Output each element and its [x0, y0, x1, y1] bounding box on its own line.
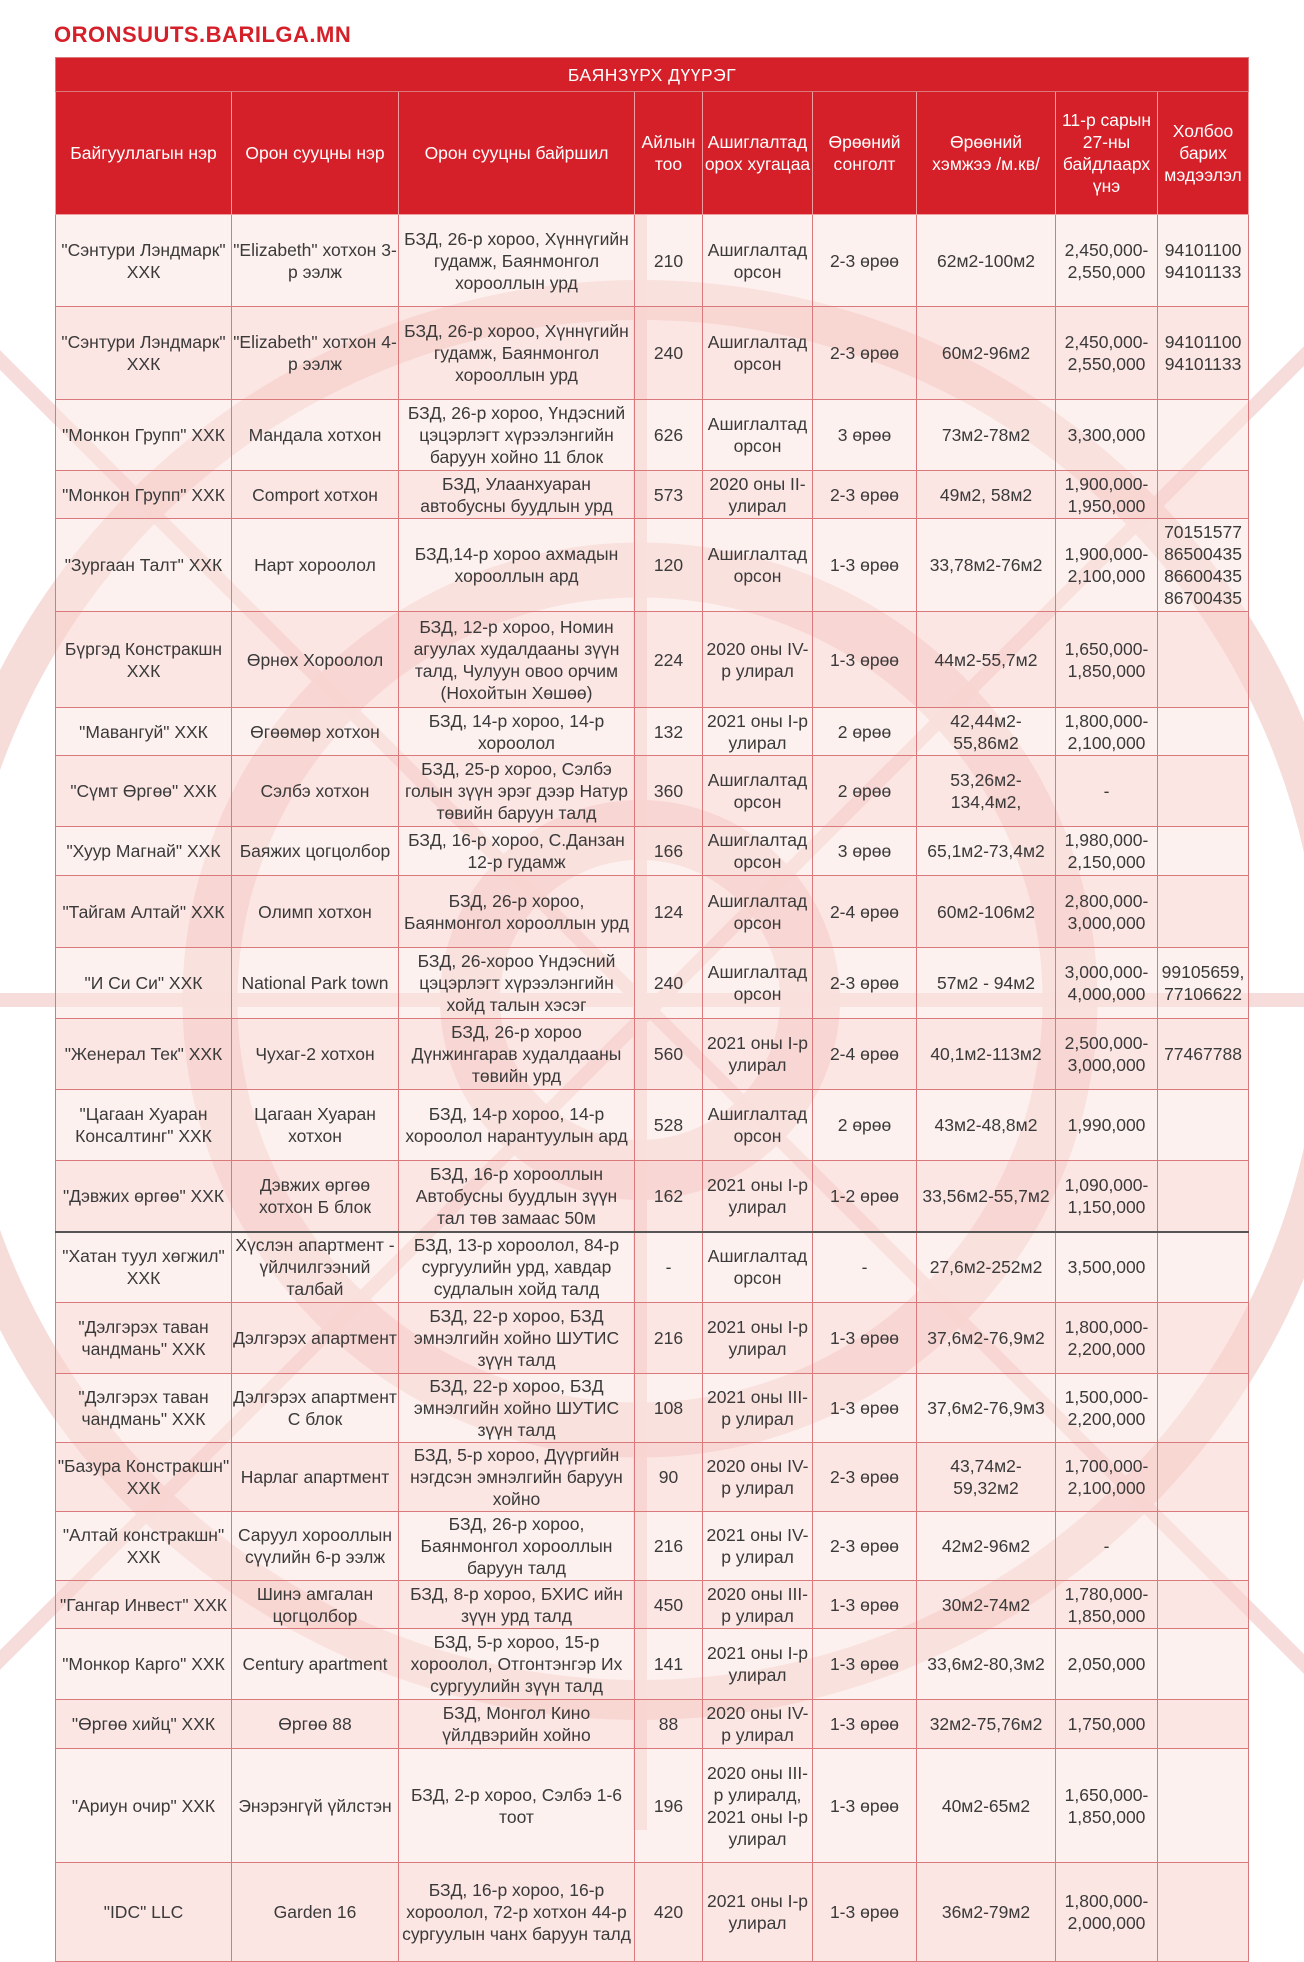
- col-size: Өрөөний хэмжээ /м.кв/: [917, 92, 1056, 215]
- cell-size: 60м2-106м2: [917, 876, 1056, 948]
- cell-name: Дэлгэрэх апартмент: [232, 1303, 399, 1374]
- cell-company: "Базура Констракшн" ХХК: [56, 1443, 232, 1512]
- cell-completion: 2021 оны I-р улирал: [703, 1303, 813, 1374]
- table-row: [56, 1090, 1249, 1161]
- cell-completion: 2020 оны II-улирал: [703, 471, 813, 519]
- cell-name: Баяжих цогцолбор: [232, 827, 399, 876]
- cell-completion: 2020 оны III-р улирал: [703, 1581, 813, 1629]
- cell-units: -: [635, 1232, 703, 1303]
- cell-contact: [1158, 1232, 1249, 1303]
- cell-name: Сэлбэ хотхон: [232, 756, 399, 827]
- cell-name: Нарлаг апартмент: [232, 1443, 399, 1512]
- cell-units: 240: [635, 948, 703, 1019]
- cell-location: БЗД, 5-р хороо, 15-р хороолол, Отгонтэнгэр Их сургуулийн зүүн талд: [399, 1629, 635, 1700]
- cell-size: 62м2-100м2: [917, 215, 1056, 307]
- cell-contact: 94101100 94101133: [1158, 307, 1249, 400]
- cell-units: 90: [635, 1443, 703, 1512]
- cell-rooms: 2 өрөө: [813, 756, 917, 827]
- district-title: БАЯНЗҮРХ ДҮҮРЭГ: [56, 58, 1249, 92]
- table-row: [56, 1581, 1249, 1629]
- cell-units: 120: [635, 519, 703, 612]
- cell-company: "Сүмт Өргөө" ХХК: [56, 756, 232, 827]
- cell-location: БЗД, 26-р хороо, Хүннүгийн гудамж, Баянмонгол хорооллын урд: [399, 215, 635, 307]
- cell-location: БЗД, 26-р хороо, Баянмонгол хорооллын урд: [399, 876, 635, 948]
- cell-company: "Монкон Групп" ХХК: [56, 400, 232, 471]
- cell-company: "Мавангуй" ХХК: [56, 708, 232, 756]
- cell-units: 196: [635, 1749, 703, 1863]
- cell-contact: [1158, 1303, 1249, 1374]
- cell-size: 36м2-79м2: [917, 1863, 1056, 1962]
- col-completion: Ашиглалтад орох хугацаа: [703, 92, 813, 215]
- cell-contact: [1158, 1090, 1249, 1161]
- cell-size: 53,26м2-134,4м2,: [917, 756, 1056, 827]
- cell-contact: [1158, 400, 1249, 471]
- cell-units: 166: [635, 827, 703, 876]
- cell-size: 37,6м2-76,9м2: [917, 1303, 1056, 1374]
- cell-location: БЗД, 5-р хороо, Дүүргийн нэгдсэн эмнэлгийн баруун хойно: [399, 1443, 635, 1512]
- cell-name: Саруул хорооллын сүүлийн 6-р ээлж: [232, 1512, 399, 1581]
- cell-location: БЗД, Улаанхуаран автобусны буудлын урд: [399, 471, 635, 519]
- cell-completion: 2021 оны IV-р улирал: [703, 1512, 813, 1581]
- cell-completion: 2020 оны III-р улиралд, 2021 оны I-р улирал: [703, 1749, 813, 1863]
- cell-company: "Женерал Тек" ХХК: [56, 1019, 232, 1090]
- cell-size: 33,78м2-76м2: [917, 519, 1056, 612]
- cell-contact: [1158, 756, 1249, 827]
- cell-company: "Өргөө хийц" ХХК: [56, 1700, 232, 1749]
- table-row: [56, 948, 1249, 1019]
- cell-rooms: 1-3 өрөө: [813, 519, 917, 612]
- cell-price: 1,750,000: [1056, 1700, 1158, 1749]
- cell-completion: Ашиглалтад орсон: [703, 307, 813, 400]
- cell-price: 1,800,000-2,100,000: [1056, 708, 1158, 756]
- cell-units: 141: [635, 1629, 703, 1700]
- cell-company: "Сэнтури Лэндмарк" ХХК: [56, 215, 232, 307]
- table-row: [56, 1303, 1249, 1374]
- cell-completion: Ашиглалтад орсон: [703, 400, 813, 471]
- cell-company: "Дэвжих өргөө" ХХК: [56, 1161, 232, 1232]
- cell-company: "Алтай констракшн" ХХК: [56, 1512, 232, 1581]
- cell-location: БЗД, 13-р хороолол, 84-р сургуулийн урд, хавдар судлалын хойд талд: [399, 1232, 635, 1303]
- cell-name: Century apartment: [232, 1629, 399, 1700]
- cell-size: 73м2-78м2: [917, 400, 1056, 471]
- table-row: [56, 215, 1249, 307]
- cell-location: БЗД, 26-р хороо, Хүннүгийн гудамж, Баянмонгол хорооллын урд: [399, 307, 635, 400]
- cell-price: 2,450,000-2,550,000: [1056, 215, 1158, 307]
- cell-price: 2,450,000-2,550,000: [1056, 307, 1158, 400]
- cell-size: 42м2-96м2: [917, 1512, 1056, 1581]
- table-row: [56, 1700, 1249, 1749]
- cell-location: БЗД, Монгол Кино үйлдвэрийн хойно: [399, 1700, 635, 1749]
- cell-company: "Хатан туул хөгжил" ХХК: [56, 1232, 232, 1303]
- cell-location: БЗД, 16-р хорооллын Автобусны буудлын зүүн тал төв замаас 50м: [399, 1161, 635, 1232]
- table-row: [56, 827, 1249, 876]
- cell-completion: 2020 оны IV-р улирал: [703, 1700, 813, 1749]
- cell-company: "IDC" LLC: [56, 1863, 232, 1962]
- cell-size: 57м2 - 94м2: [917, 948, 1056, 1019]
- cell-company: Бүргэд Констракшн ХХК: [56, 612, 232, 708]
- table-row: [56, 1374, 1249, 1443]
- district-header-row: [56, 58, 1249, 92]
- cell-rooms: -: [813, 1232, 917, 1303]
- cell-price: 1,500,000-2,200,000: [1056, 1374, 1158, 1443]
- cell-size: 37,6м2-76,9м3: [917, 1374, 1056, 1443]
- cell-name: Чухаг-2 хотхон: [232, 1019, 399, 1090]
- cell-name: Өргөө 88: [232, 1700, 399, 1749]
- cell-rooms: 1-3 өрөө: [813, 612, 917, 708]
- cell-name: Шинэ амгалан цогцолбор: [232, 1581, 399, 1629]
- cell-size: 44м2-55,7м2: [917, 612, 1056, 708]
- cell-completion: 2021 оны I-р улирал: [703, 1629, 813, 1700]
- cell-price: 1,650,000-1,850,000: [1056, 612, 1158, 708]
- cell-contact: [1158, 1749, 1249, 1863]
- col-name: Орон сууцны нэр: [232, 92, 399, 215]
- cell-contact: [1158, 612, 1249, 708]
- cell-price: 1,800,000-2,200,000: [1056, 1303, 1158, 1374]
- cell-location: БЗД, 14-р хороо, 14-р хороолол: [399, 708, 635, 756]
- cell-name: Мандала хотхон: [232, 400, 399, 471]
- cell-price: 1,980,000-2,150,000: [1056, 827, 1158, 876]
- cell-price: 1,700,000-2,100,000: [1056, 1443, 1158, 1512]
- cell-name: Нарт хороолол: [232, 519, 399, 612]
- cell-completion: 2021 оны I-р улирал: [703, 1161, 813, 1232]
- cell-price: 1,780,000-1,850,000: [1056, 1581, 1158, 1629]
- cell-company: "Ариун очир" ХХК: [56, 1749, 232, 1863]
- table-row: [56, 756, 1249, 827]
- cell-rooms: 2-3 өрөө: [813, 948, 917, 1019]
- cell-units: 626: [635, 400, 703, 471]
- cell-location: БЗД, 22-р хороо, БЗД эмнэлгийн хойно ШУТИС зүүн талд: [399, 1374, 635, 1443]
- cell-location: БЗД, 26-р хороо, Баянмонгол хорооллын баруун талд: [399, 1512, 635, 1581]
- table-row: [56, 1749, 1249, 1863]
- cell-contact: 99105659, 77106622: [1158, 948, 1249, 1019]
- cell-units: 240: [635, 307, 703, 400]
- cell-completion: Ашиглалтад орсон: [703, 876, 813, 948]
- cell-completion: Ашиглалтад орсон: [703, 756, 813, 827]
- cell-name: Өрнөх Хороолол: [232, 612, 399, 708]
- cell-size: 27,6м2-252м2: [917, 1232, 1056, 1303]
- cell-company: "И Си Си" ХХК: [56, 948, 232, 1019]
- cell-company: "Зургаан Талт" ХХК: [56, 519, 232, 612]
- cell-name: Өгөөмөр хотхон: [232, 708, 399, 756]
- table-row: [56, 1443, 1249, 1512]
- cell-rooms: 1-3 өрөө: [813, 1863, 917, 1962]
- cell-name: Comport хотхон: [232, 471, 399, 519]
- cell-completion: Ашиглалтад орсон: [703, 948, 813, 1019]
- col-rooms: Өрөөний сонголт: [813, 92, 917, 215]
- cell-name: Хүслэн апартмент - үйлчилгээний талбай: [232, 1232, 399, 1303]
- cell-location: БЗД, 2-р хороо, Сэлбэ 1-6 тоот: [399, 1749, 635, 1863]
- cell-price: 1,900,000-1,950,000: [1056, 471, 1158, 519]
- cell-completion: 2020 оны IV-р улирал: [703, 1443, 813, 1512]
- cell-name: Garden 16: [232, 1863, 399, 1962]
- cell-units: 560: [635, 1019, 703, 1090]
- table-body: [56, 215, 1249, 1962]
- cell-name: "Elizabeth" хотхон 4-р ээлж: [232, 307, 399, 400]
- cell-company: "Дэлгэрэх таван чандмань" ХХК: [56, 1374, 232, 1443]
- cell-size: 65,1м2-73,4м2: [917, 827, 1056, 876]
- cell-location: БЗД, 26-р хороо Дүнжингарав худалдааны төвийн урд: [399, 1019, 635, 1090]
- cell-location: БЗД, 16-р хороо, С.Данзан 12-р гудамж: [399, 827, 635, 876]
- cell-company: "Монкон Групп" ХХК: [56, 471, 232, 519]
- cell-rooms: 2-3 өрөө: [813, 1443, 917, 1512]
- table-row: [56, 1863, 1249, 1962]
- cell-units: 124: [635, 876, 703, 948]
- column-header-row: [56, 92, 1249, 215]
- table-row: [56, 1161, 1249, 1232]
- cell-units: 360: [635, 756, 703, 827]
- cell-completion: 2021 оны I-р улирал: [703, 1019, 813, 1090]
- cell-rooms: 2-4 өрөө: [813, 876, 917, 948]
- cell-location: БЗД, 14-р хороо, 14-р хороолол нарантуулын ард: [399, 1090, 635, 1161]
- cell-rooms: 2 өрөө: [813, 708, 917, 756]
- col-units: Айлын тоо: [635, 92, 703, 215]
- cell-completion: Ашиглалтад орсон: [703, 519, 813, 612]
- cell-location: БЗД, 12-р хороо, Номин агуулах худалдааны зүүн талд, Чулуун овоо орчим (Нохойтын Хөшөө): [399, 612, 635, 708]
- table-row: [56, 1232, 1249, 1303]
- cell-location: БЗД, 26-хороо Үндэсний цэцэрлэгт хүрээлэнгийн хойд талын хэсэг: [399, 948, 635, 1019]
- site-title[interactable]: ORONSUUTS.BARILGA.MN: [54, 22, 352, 47]
- cell-completion: 2021 оны I-р улирал: [703, 1863, 813, 1962]
- cell-size: 32м2-75,76м2: [917, 1700, 1056, 1749]
- cell-price: 3,500,000: [1056, 1232, 1158, 1303]
- cell-name: Цагаан Хуаран хотхон: [232, 1090, 399, 1161]
- cell-size: 30м2-74м2: [917, 1581, 1056, 1629]
- cell-units: 420: [635, 1863, 703, 1962]
- cell-contact: [1158, 1443, 1249, 1512]
- cell-price: 2,050,000: [1056, 1629, 1158, 1700]
- cell-units: 450: [635, 1581, 703, 1629]
- cell-units: 573: [635, 471, 703, 519]
- cell-completion: Ашиглалтад орсон: [703, 1090, 813, 1161]
- cell-size: 40,1м2-113м2: [917, 1019, 1056, 1090]
- cell-completion: Ашиглалтад орсон: [703, 827, 813, 876]
- cell-company: "Сэнтури Лэндмарк" ХХК: [56, 307, 232, 400]
- table-row: [56, 612, 1249, 708]
- cell-rooms: 2-4 өрөө: [813, 1019, 917, 1090]
- table-row: [56, 708, 1249, 756]
- cell-size: 33,6м2-80,3м2: [917, 1629, 1056, 1700]
- cell-size: 49м2, 58м2: [917, 471, 1056, 519]
- cell-completion: Ашиглалтад орсон: [703, 1232, 813, 1303]
- cell-contact: [1158, 1512, 1249, 1581]
- cell-contact: [1158, 471, 1249, 519]
- cell-contact: 77467788: [1158, 1019, 1249, 1090]
- cell-price: 1,800,000-2,000,000: [1056, 1863, 1158, 1962]
- cell-name: "Elizabeth" хотхон 3-р ээлж: [232, 215, 399, 307]
- table-row: [56, 471, 1249, 519]
- cell-location: БЗД, 16-р хороо, 16-р хороолол, 72-р хотхон 44-р сургуулын чанх баруун талд: [399, 1863, 635, 1962]
- cell-location: БЗД, 8-р хороо, БХИС ийн зүүн урд талд: [399, 1581, 635, 1629]
- cell-location: БЗД, 25-р хороо, Сэлбэ голын зүүн эрэг дээр Натур төвийн баруун талд: [399, 756, 635, 827]
- cell-company: "Монкор Карго" ХХК: [56, 1629, 232, 1700]
- cell-rooms: 1-2 өрөө: [813, 1161, 917, 1232]
- table-row: [56, 1019, 1249, 1090]
- col-contact: Холбоо барих мэдээлэл: [1158, 92, 1249, 215]
- cell-name: Дэлгэрэх апартмент С блок: [232, 1374, 399, 1443]
- cell-size: 40м2-65м2: [917, 1749, 1056, 1863]
- cell-price: 2,500,000-3,000,000: [1056, 1019, 1158, 1090]
- col-company: Байгууллагын нэр: [56, 92, 232, 215]
- cell-price: 1,090,000-1,150,000: [1056, 1161, 1158, 1232]
- cell-completion: 2021 оны III-р улирал: [703, 1374, 813, 1443]
- cell-rooms: 2-3 өрөө: [813, 471, 917, 519]
- cell-contact: [1158, 708, 1249, 756]
- cell-contact: [1158, 1374, 1249, 1443]
- cell-location: БЗД,14-р хороо ахмадын хорооллын ард: [399, 519, 635, 612]
- cell-rooms: 1-3 өрөө: [813, 1629, 917, 1700]
- cell-price: 1,650,000-1,850,000: [1056, 1749, 1158, 1863]
- table-row: [56, 1512, 1249, 1581]
- cell-price: 3,300,000: [1056, 400, 1158, 471]
- table-row: [56, 1629, 1249, 1700]
- cell-price: 3,000,000-4,000,000: [1056, 948, 1158, 1019]
- cell-company: "Цагаан Хуаран Консалтинг" ХХК: [56, 1090, 232, 1161]
- cell-rooms: 1-3 өрөө: [813, 1700, 917, 1749]
- cell-contact: [1158, 1863, 1249, 1962]
- cell-rooms: 3 өрөө: [813, 827, 917, 876]
- cell-rooms: 2-3 өрөө: [813, 215, 917, 307]
- table-row: [56, 400, 1249, 471]
- cell-rooms: 2 өрөө: [813, 1090, 917, 1161]
- cell-contact: [1158, 1581, 1249, 1629]
- cell-contact: 70151577 86500435 86600435 86700435: [1158, 519, 1249, 612]
- cell-rooms: 3 өрөө: [813, 400, 917, 471]
- cell-units: 224: [635, 612, 703, 708]
- cell-rooms: 2-3 өрөө: [813, 307, 917, 400]
- cell-price: 1,900,000-2,100,000: [1056, 519, 1158, 612]
- cell-location: БЗД, 26-р хороо, Үндэсний цэцэрлэгт хүрээлэнгийн баруун хойно 11 блок: [399, 400, 635, 471]
- cell-completion: 2021 оны I-р улирал: [703, 708, 813, 756]
- cell-contact: 94101100 94101133: [1158, 215, 1249, 307]
- cell-units: 216: [635, 1512, 703, 1581]
- cell-contact: [1158, 876, 1249, 948]
- cell-completion: Ашиглалтад орсон: [703, 215, 813, 307]
- housing-table: [55, 57, 1249, 1962]
- cell-location: БЗД, 22-р хороо, БЗД эмнэлгийн хойно ШУТИС зүүн талд: [399, 1303, 635, 1374]
- cell-name: Энэрэнгүй үйлстэн: [232, 1749, 399, 1863]
- cell-size: 33,56м2-55,7м2: [917, 1161, 1056, 1232]
- table-row: [56, 519, 1249, 612]
- cell-price: 1,990,000: [1056, 1090, 1158, 1161]
- cell-size: 60м2-96м2: [917, 307, 1056, 400]
- cell-units: 216: [635, 1303, 703, 1374]
- cell-rooms: 1-3 өрөө: [813, 1581, 917, 1629]
- cell-name: National Park town: [232, 948, 399, 1019]
- cell-rooms: 1-3 өрөө: [813, 1374, 917, 1443]
- cell-company: "Хуур Магнай" ХХК: [56, 827, 232, 876]
- col-price: 11-р сарын 27-ны байдлаарх үнэ: [1056, 92, 1158, 215]
- cell-contact: [1158, 1700, 1249, 1749]
- cell-company: "Тайгам Алтай" ХХК: [56, 876, 232, 948]
- cell-units: 528: [635, 1090, 703, 1161]
- cell-price: -: [1056, 756, 1158, 827]
- cell-size: 43м2-48,8м2: [917, 1090, 1056, 1161]
- cell-contact: [1158, 1629, 1249, 1700]
- cell-units: 108: [635, 1374, 703, 1443]
- cell-company: "Дэлгэрэх таван чандмань" ХХК: [56, 1303, 232, 1374]
- cell-name: Дэвжих өргөө хотхон Б блок: [232, 1161, 399, 1232]
- cell-contact: [1158, 1161, 1249, 1232]
- table-row: [56, 307, 1249, 400]
- cell-price: 2,800,000-3,000,000: [1056, 876, 1158, 948]
- cell-price: -: [1056, 1512, 1158, 1581]
- cell-units: 88: [635, 1700, 703, 1749]
- cell-rooms: 1-3 өрөө: [813, 1749, 917, 1863]
- cell-units: 162: [635, 1161, 703, 1232]
- cell-company: "Гангар Инвест" ХХК: [56, 1581, 232, 1629]
- cell-rooms: 1-3 өрөө: [813, 1303, 917, 1374]
- cell-size: 42,44м2-55,86м2: [917, 708, 1056, 756]
- cell-completion: 2020 оны IV-р улирал: [703, 612, 813, 708]
- cell-contact: [1158, 827, 1249, 876]
- cell-units: 132: [635, 708, 703, 756]
- cell-units: 210: [635, 215, 703, 307]
- cell-rooms: 2-3 өрөө: [813, 1512, 917, 1581]
- col-location: Орон сууцны байршил: [399, 92, 635, 215]
- cell-size: 43,74м2-59,32м2: [917, 1443, 1056, 1512]
- cell-name: Олимп хотхон: [232, 876, 399, 948]
- table-row: [56, 876, 1249, 948]
